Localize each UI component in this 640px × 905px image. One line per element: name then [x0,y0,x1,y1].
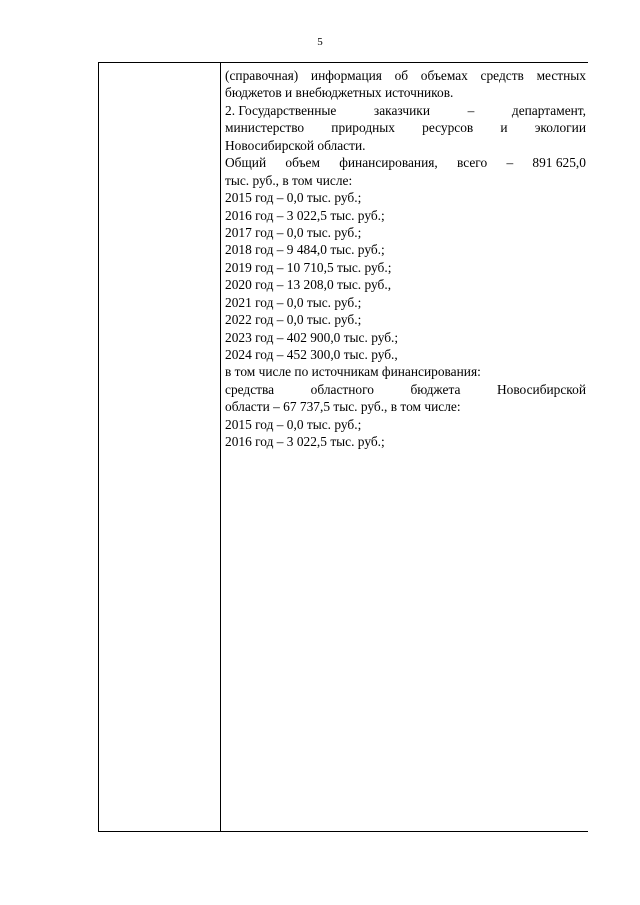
text-line [225,119,586,136]
text-line: области – 67 737,5 тыс. руб., в том числе: [225,399,461,415]
column-divider [220,62,221,832]
word: финансирования, [339,155,438,171]
word: средства [225,381,275,397]
text-line: 2015 год – 0,0 тыс. руб.; [225,416,362,432]
word: бюджета [410,381,461,397]
text-line [225,102,586,119]
text-line: 2017 год – 0,0 тыс. руб.; [225,224,362,240]
word: Общий [225,155,267,171]
word: и [500,120,508,136]
word: – [506,155,514,171]
text-line: 2023 год – 402 900,0 тыс. руб.; [225,329,399,345]
word: областного [310,381,374,397]
page-number: 5 [317,36,323,48]
word: местных [536,68,586,83]
word: информация [310,68,382,83]
word: об [394,68,409,83]
word: (справочная) [225,68,299,83]
text-line: 2022 год – 0,0 тыс. руб.; [225,312,362,328]
text-line [225,67,586,84]
funding-text-cell [225,67,586,451]
text-line: 2018 год – 9 484,0 тыс. руб.; [225,242,385,258]
text-line: тыс. руб., в том числе: [225,172,353,188]
text-line [225,154,586,171]
word: заказчики [373,102,430,118]
text-line [225,381,586,398]
text-line: 2016 год – 3 022,5 тыс. руб.; [225,434,385,450]
word: департамент, [511,102,586,118]
word: природных [331,120,395,136]
word: ресурсов [422,120,474,136]
text-line: 2024 год – 452 300,0 тыс. руб., [225,347,398,362]
word: 891 625,0 [532,155,586,171]
text-line: 2016 год – 3 022,5 тыс. руб.; [225,207,385,223]
word: – [467,102,475,118]
word: 2. Государственные [225,102,337,118]
text-line: Новосибирской области. [225,137,366,153]
text-line: 2021 год – 0,0 тыс. руб.; [225,294,362,310]
word: средств [480,68,524,83]
text-line: 2020 год – 13 208,0 тыс. руб., [225,277,392,293]
word: Новосибирской [496,381,586,397]
word: министерство [225,120,305,136]
word: всего [457,155,488,171]
text-line: в том числе по источникам финансирования: [225,364,481,380]
word: объем [285,155,320,171]
text-line: 2015 год – 0,0 тыс. руб.; [225,190,362,206]
text-line: бюджетов и внебюджетных источников. [225,85,454,101]
word: экологии [534,120,586,136]
word: объемах [420,68,468,83]
text-line: 2019 год – 10 710,5 тыс. руб.; [225,259,392,275]
